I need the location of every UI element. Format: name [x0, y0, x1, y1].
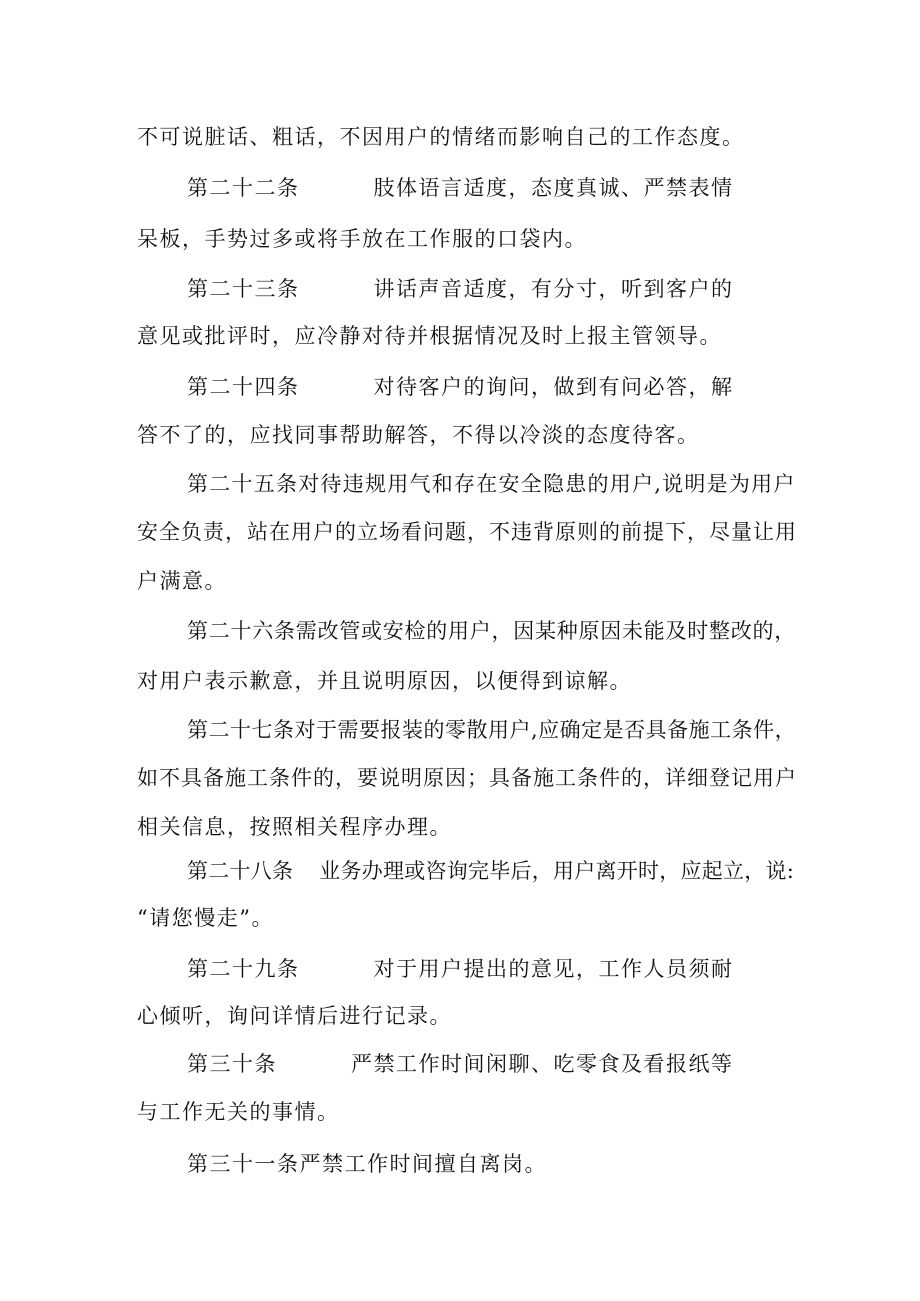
article-23-line-2: 意见或批评时，应冷静对待并根据情况及时上报主管领导。 — [137, 324, 722, 348]
article-26-first-line — [187, 617, 796, 645]
article-22-text: 肢体语言适度，态度真诚、严禁表情 — [373, 176, 734, 200]
article-25-first-line — [187, 470, 796, 498]
article-24-text: 对待客户的询问，做到有问必答，解 — [373, 375, 734, 399]
article-27-line-2: 如不具备施工条件的，要说明原因；具备施工条件的，详细登记用户 — [137, 766, 797, 790]
article-24-line-2: 答不了的，应找同事帮助解答，不得以冷淡的态度待客。 — [137, 423, 700, 447]
article-26-line-2: 对用户表示歉意，并且说明原因，以便得到谅解。 — [137, 669, 632, 693]
article-29-first-line — [187, 955, 734, 983]
article-28-text: 业务办理或咨询完毕后，用户离开时，应起立，说: — [319, 859, 795, 883]
article-27-number: 第二十七条 — [187, 718, 295, 742]
article-26-text: 需改管或安检的用户，因某种原因未能及时整改的， — [295, 619, 796, 643]
article-24-first-line — [187, 373, 734, 401]
article-22-number: 第二十二条 — [187, 176, 300, 200]
article-25-line-2: 安全负责，站在用户的立场看问题，不违背原则的前提下，尽量让用 — [137, 520, 797, 544]
article-23-first-line — [187, 275, 734, 303]
article-22-first-line — [187, 174, 734, 202]
article-24-number: 第二十四条 — [187, 375, 300, 399]
article-28-first-line — [187, 857, 794, 885]
article-23-text: 讲话声音适度，有分寸，听到客户的 — [373, 277, 734, 301]
article-30-text: 严禁工作时间闲聊、吃零食及看报纸等 — [351, 1052, 734, 1076]
article-25-line-3: 户满意。 — [137, 569, 227, 593]
continuation-line: 不可说脏话、粗话，不因用户的情绪而影响自己的工作态度。 — [137, 125, 745, 149]
article-28-number: 第二十八条 — [187, 859, 294, 883]
article-29-text: 对于用户提出的意见，工作人员须耐 — [373, 957, 734, 981]
article-30-first-line — [187, 1050, 734, 1078]
article-30-line-2: 与工作无关的事情。 — [137, 1100, 340, 1124]
article-31-text: 严禁工作时间擅自离岗。 — [299, 1152, 547, 1176]
article-25-number: 第二十五条 — [187, 472, 299, 496]
article-25-text: 对待违规用气和存在安全隐患的用户,说明是为用户 — [298, 472, 796, 496]
article-27-first-line — [187, 716, 796, 744]
article-26-number: 第二十六条 — [187, 619, 296, 643]
article-29-number: 第二十九条 — [187, 957, 300, 981]
article-27-text: 对于需要报装的零散用户,应确定是否具备施工条件， — [294, 718, 797, 742]
article-28-line-2: “请您慢走”。 — [137, 906, 274, 930]
article-30-number: 第三十条 — [187, 1052, 277, 1076]
article-27-line-3: 相关信息，按照相关程序办理。 — [137, 815, 452, 839]
article-22-line-2: 呆板，手势过多或将手放在工作服的口袋内。 — [137, 227, 587, 251]
article-31-number: 第三十一条 — [187, 1152, 300, 1176]
article-31-first-line — [187, 1150, 547, 1178]
article-29-line-2: 心倾听，询问详情后进行记录。 — [137, 1004, 452, 1028]
article-23-number: 第二十三条 — [187, 277, 300, 301]
